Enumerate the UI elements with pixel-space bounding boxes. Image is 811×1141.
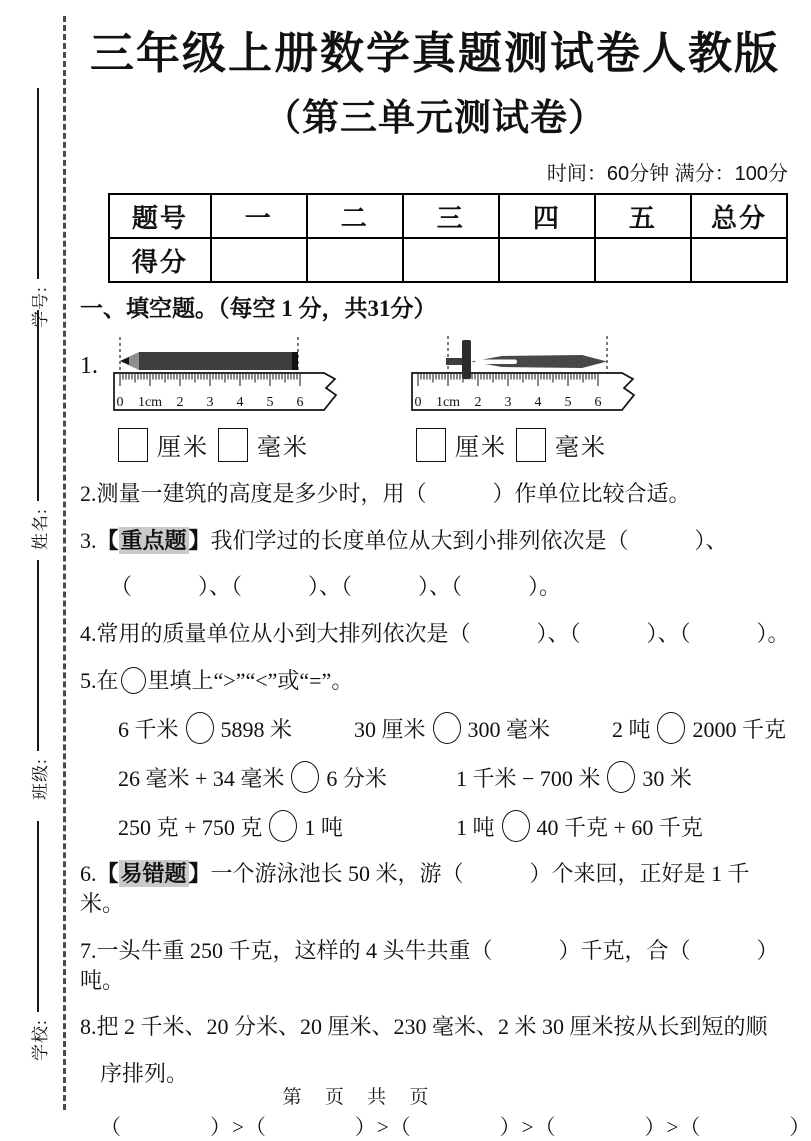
class-write-line	[37, 560, 39, 751]
compare-right: 1 吨	[304, 814, 343, 840]
svg-text:0: 0	[116, 395, 124, 410]
pencil-lead	[120, 357, 129, 365]
school-write-line	[37, 821, 39, 1012]
student-name-field	[23, 310, 53, 550]
time-score-info: 时间：60分钟 满分：100分	[546, 163, 788, 185]
student-id-field	[23, 88, 53, 328]
student-id-label: 学号:	[30, 286, 50, 328]
comparison-item	[118, 810, 456, 842]
svg-text:3: 3	[504, 395, 512, 410]
comparison-row-3	[118, 810, 790, 842]
pencil-body	[139, 352, 292, 370]
compare-right: 5898 米	[220, 716, 293, 742]
svg-text:1cm: 1cm	[137, 395, 163, 410]
comparison-circle	[121, 667, 146, 694]
score-cell-empty	[595, 238, 691, 282]
paper-subtitle: （第三单元测试卷）	[264, 97, 606, 138]
score-table-col-3: 三	[403, 194, 499, 238]
svg-text:6: 6	[594, 395, 602, 410]
question-3-line2: （ ）、（ ）、（ ）、（ ）。	[110, 574, 562, 600]
comparison-item	[612, 712, 786, 744]
compare-left: 250 克 + 750 克	[118, 814, 263, 840]
score-cell-empty	[691, 238, 787, 282]
score-table-col-qnum: 题号	[109, 194, 211, 238]
question-1	[80, 331, 790, 462]
tag-bracket-open: 【	[96, 861, 119, 887]
svg-text:4: 4	[236, 395, 244, 410]
sword-cm-answer-box	[416, 428, 446, 462]
comparison-circle	[269, 810, 297, 842]
sword-fuller	[475, 360, 517, 365]
score-table-col-4: 四	[499, 194, 595, 238]
svg-text:2: 2	[176, 395, 184, 410]
svg-text:3: 3	[206, 395, 214, 410]
sword-ruler-figure	[406, 331, 656, 462]
question-3	[80, 526, 790, 556]
comparison-circle	[657, 712, 685, 744]
question-4: 4.常用的质量单位从小到大排列依次是（ ）、（ ）、（ ）。	[80, 621, 790, 647]
pencil-cm-answer-box	[118, 428, 148, 462]
sword-mm-answer-box	[516, 428, 546, 462]
pencil-ruler-illustration	[108, 331, 358, 423]
student-name-label: 姓名:	[30, 508, 50, 550]
svg-text:1cm: 1cm	[435, 395, 461, 410]
question-8-line2: 序排列。	[100, 1060, 189, 1086]
cm-unit-label: 厘米	[157, 435, 209, 461]
comparison-item	[456, 761, 692, 793]
compare-left: 26 毫米 + 34 毫米	[118, 765, 285, 791]
score-table-col-1: 一	[211, 194, 307, 238]
sword-ruler-illustration	[406, 331, 656, 423]
comparison-row-2	[118, 761, 790, 793]
question-3-number: 3.	[80, 527, 97, 553]
comparison-item	[118, 712, 292, 744]
question-6-text: 一个游泳池长 50 米，游（ ）个来回，正好是 1 千米。	[80, 861, 750, 917]
compare-left: 6 千米	[118, 716, 179, 742]
compare-right: 300 毫米	[467, 716, 551, 742]
score-cell-empty	[499, 238, 595, 282]
tag-bracket-close: 】	[188, 527, 211, 553]
comparison-circle	[502, 810, 530, 842]
pencil-mm-answer-box	[218, 428, 248, 462]
comparison-row-1	[118, 712, 786, 744]
pencil-end	[292, 352, 298, 370]
svg-text:5: 5	[266, 395, 274, 410]
comparison-circle	[291, 761, 319, 793]
comparison-circle	[186, 712, 214, 744]
svg-text:5: 5	[564, 395, 572, 410]
comparison-circle	[607, 761, 635, 793]
question-1-number: 1.	[80, 353, 98, 379]
score-table-col-5: 五	[595, 194, 691, 238]
tag-bracket-close: 】	[188, 861, 211, 887]
question-5-post: 里填上“>”“<”或“=”。	[147, 667, 354, 693]
school-label: 学校:	[30, 1019, 50, 1061]
question-5	[80, 666, 790, 696]
comparison-item	[354, 712, 550, 744]
question-3-text: 我们学过的长度单位从大到小排列依次是（ ）、	[210, 527, 728, 553]
score-cell-empty	[211, 238, 307, 282]
question-6	[80, 859, 790, 918]
school-field	[23, 821, 53, 1061]
pencil-ruler-figure	[108, 331, 358, 462]
compare-left: 1 千米 − 700 米	[456, 765, 601, 791]
comparison-item	[456, 810, 703, 842]
paper-content	[80, 0, 811, 1141]
compare-left: 1 吨	[456, 814, 495, 840]
score-cell-empty	[307, 238, 403, 282]
question-7: 7.一头牛重 250 千克，这样的 4 头牛共重（ ）千克，合（ ）吨。	[80, 937, 779, 993]
svg-text:0: 0	[414, 395, 422, 410]
sword-grip	[446, 358, 463, 365]
dashed-cut-line	[63, 16, 66, 1110]
score-table-col-2: 二	[307, 194, 403, 238]
student-info-sidebar	[0, 0, 66, 1122]
sword-answer-row	[416, 427, 656, 462]
student-name-write-line	[37, 310, 39, 501]
question-8: 8.把 2 千米、20 分米、20 厘米、230 毫米、2 米 30 厘米按从长到短的顺	[80, 1014, 768, 1040]
class-label: 班级:	[30, 758, 50, 800]
student-id-write-line	[37, 88, 39, 279]
question-6-number: 6.	[80, 861, 97, 887]
svg-text:2: 2	[474, 395, 482, 410]
comparison-circle	[433, 712, 461, 744]
compare-left: 2 吨	[611, 716, 651, 742]
question-2: 2.测量一建筑的高度是多少时，用（ ）作单位比较合适。	[80, 481, 691, 506]
score-table-header-row	[109, 194, 787, 238]
compare-right: 2000 千克	[692, 716, 786, 742]
score-cell-empty	[403, 238, 499, 282]
paper-title: 三年级上册数学真题测试卷人教版	[90, 29, 780, 78]
mm-unit-label: 毫米	[555, 435, 607, 461]
compare-left: 30 厘米	[353, 716, 426, 742]
page-footer: 第 页 共 页	[282, 1087, 438, 1108]
score-row-label: 得分	[109, 238, 211, 282]
question-5-number: 5.	[80, 667, 97, 693]
pencil-answer-row	[118, 427, 358, 462]
score-table-score-row	[109, 238, 787, 282]
question-8-answer-blanks: （ ）>（ ）>（ ）>（ ）>（ ）	[100, 1114, 811, 1139]
mm-unit-label: 毫米	[257, 435, 309, 461]
sword-guard	[462, 340, 471, 379]
svg-text:4: 4	[534, 395, 542, 410]
tag-bracket-open: 【	[96, 527, 119, 553]
error-prone-tag: 易错题	[120, 861, 187, 887]
section-1-heading: 一、填空题。（每空 1 分，共31分）	[80, 296, 437, 321]
compare-right: 30 米	[642, 765, 692, 791]
cm-unit-label: 厘米	[455, 435, 507, 461]
comparison-item	[118, 761, 456, 793]
class-field	[23, 560, 53, 800]
compare-right: 40 千克 + 60 千克	[536, 814, 703, 840]
key-question-tag: 重点题	[120, 527, 187, 553]
svg-text:6: 6	[296, 395, 304, 410]
score-table-col-total: 总分	[691, 194, 787, 238]
question-5-pre: 在	[96, 667, 119, 693]
compare-right: 6 分米	[326, 765, 387, 791]
score-table	[108, 193, 788, 283]
